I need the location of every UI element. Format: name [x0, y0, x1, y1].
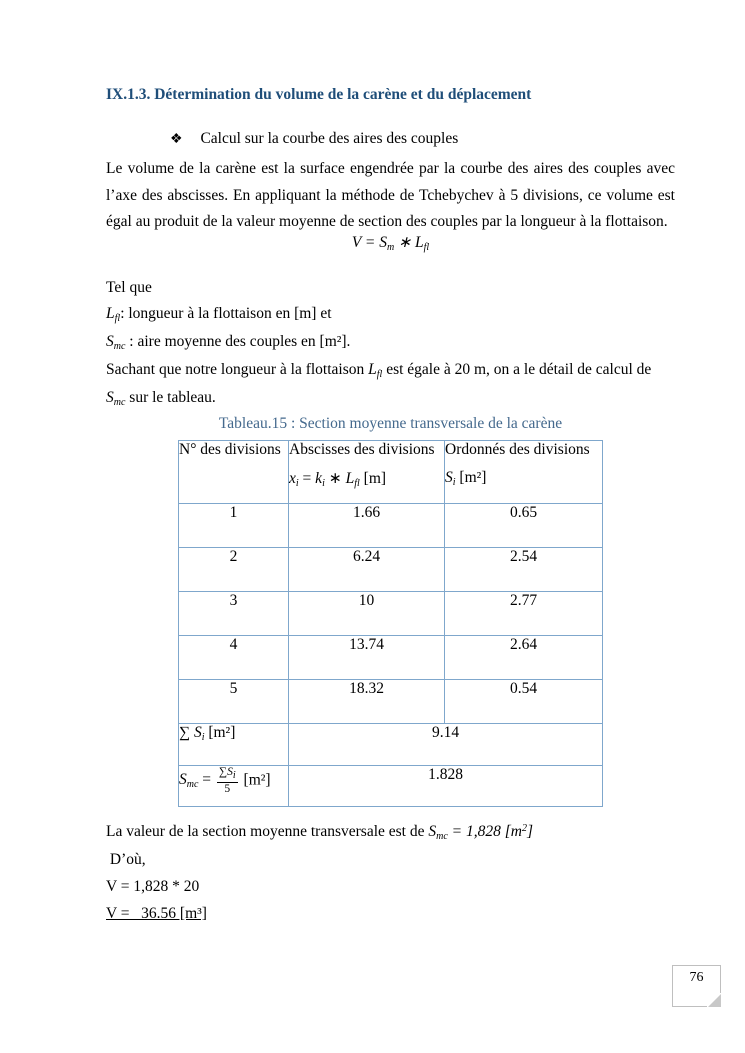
- definition-lfl: Lfl: longueur à la flottaison en [m] et: [106, 305, 332, 324]
- section-table: [178, 440, 603, 807]
- cell-abscissa: 10: [289, 592, 445, 636]
- header-col1-text: N° des divisions: [179, 441, 281, 458]
- smc-value: 1.828: [289, 766, 603, 807]
- conclusion-line-1: La valeur de la section moyenne transversale est de Smc = 1,828 $[m^2]$: [106, 823, 534, 842]
- table-header-row: [179, 441, 603, 504]
- conclusion-line-2: D’où,: [106, 851, 146, 868]
- header-abscissa: [289, 441, 445, 504]
- folded-corner-icon: [708, 994, 721, 1007]
- section-heading: IX.1.3. Détermination du volume de la carène et du déplacement: [106, 86, 532, 103]
- cell-division-number: 5: [179, 680, 289, 724]
- cell-abscissa: 6.24: [289, 548, 445, 592]
- cell-ordinate: 2.77: [445, 592, 603, 636]
- table-row: [179, 680, 603, 724]
- table-row: [179, 548, 603, 592]
- cell-ordinate: 0.54: [445, 680, 603, 724]
- sum-label: ∑ Si [m²]: [179, 724, 289, 766]
- smc-label: [179, 766, 289, 807]
- cell-division-number: 1: [179, 504, 289, 548]
- cell-ordinate: 0.65: [445, 504, 603, 548]
- cell-division-number: 3: [179, 592, 289, 636]
- tel-que-label: Tel que: [106, 279, 152, 296]
- table-row: [179, 592, 603, 636]
- sachant-line-2: Smc sur le tableau.: [106, 389, 216, 408]
- cell-ordinate: 2.64: [445, 636, 603, 680]
- table-caption: Tableau.15 : Section moyenne transversale de la carène: [218, 415, 563, 432]
- intro-paragraph: Le volume de la carène est la surface engendrée par la courbe des aires des couples avec l’axe des abscisses. En appliquant la méthode de Tchebychev à 5 divisions, ce volume est égal au produit de la valeur moyenne de section des couples par la longueur à la flottaison.: [106, 160, 675, 230]
- conclusion-line-3: V = 1,828 * 20: [106, 878, 200, 895]
- cell-abscissa: 13.74: [289, 636, 445, 680]
- cell-ordinate: 2.54: [445, 548, 603, 592]
- table-row: [179, 636, 603, 680]
- diamond-bullet-icon: ❖: [170, 132, 183, 147]
- fraction-numerator: ∑Si: [218, 766, 236, 781]
- table-row: [179, 504, 603, 548]
- smc-label-post: [m²]: [239, 771, 271, 789]
- page-number: 76: [689, 970, 704, 985]
- bullet-text: Calcul sur la courbe des aires des couples: [200, 130, 459, 147]
- header-col2-line1: Abscisses des divisions: [289, 441, 435, 458]
- definition-smc: Smc : aire moyenne des couples en [m²].: [106, 333, 351, 352]
- header-division-number: [179, 441, 289, 504]
- cell-division-number: 4: [179, 636, 289, 680]
- cell-abscissa: 18.32: [289, 680, 445, 724]
- sum-value: 9.14: [289, 724, 603, 766]
- header-ordinate: [445, 441, 603, 504]
- volume-formula: V = Sm ∗ Lfl: [351, 234, 430, 253]
- table-sum-row: [179, 724, 603, 766]
- cell-division-number: 2: [179, 548, 289, 592]
- smc-fraction: [217, 766, 238, 796]
- section-table-wrapper: [178, 440, 604, 807]
- table-smc-row: [179, 766, 603, 807]
- header-col2-line2: xi = ki ∗ Lfl [m]: [289, 470, 387, 489]
- sachant-line-1: Sachant que notre longueur à la flottaison Lfl est égale à 20 m, on a le détail de calcul de: [106, 361, 652, 380]
- header-col3-line2: Si [m²]: [445, 469, 487, 488]
- conclusion-volume-result: V = 36.56 [m³]: [106, 905, 207, 922]
- smc-label-pre: Smc =: [179, 771, 215, 791]
- header-col3-line1: Ordonnés des divisions: [445, 441, 590, 458]
- cell-abscissa: 1.66: [289, 504, 445, 548]
- bullet-line: [106, 130, 739, 148]
- fraction-denominator: 5: [224, 782, 231, 795]
- page-number-box: [672, 965, 721, 1007]
